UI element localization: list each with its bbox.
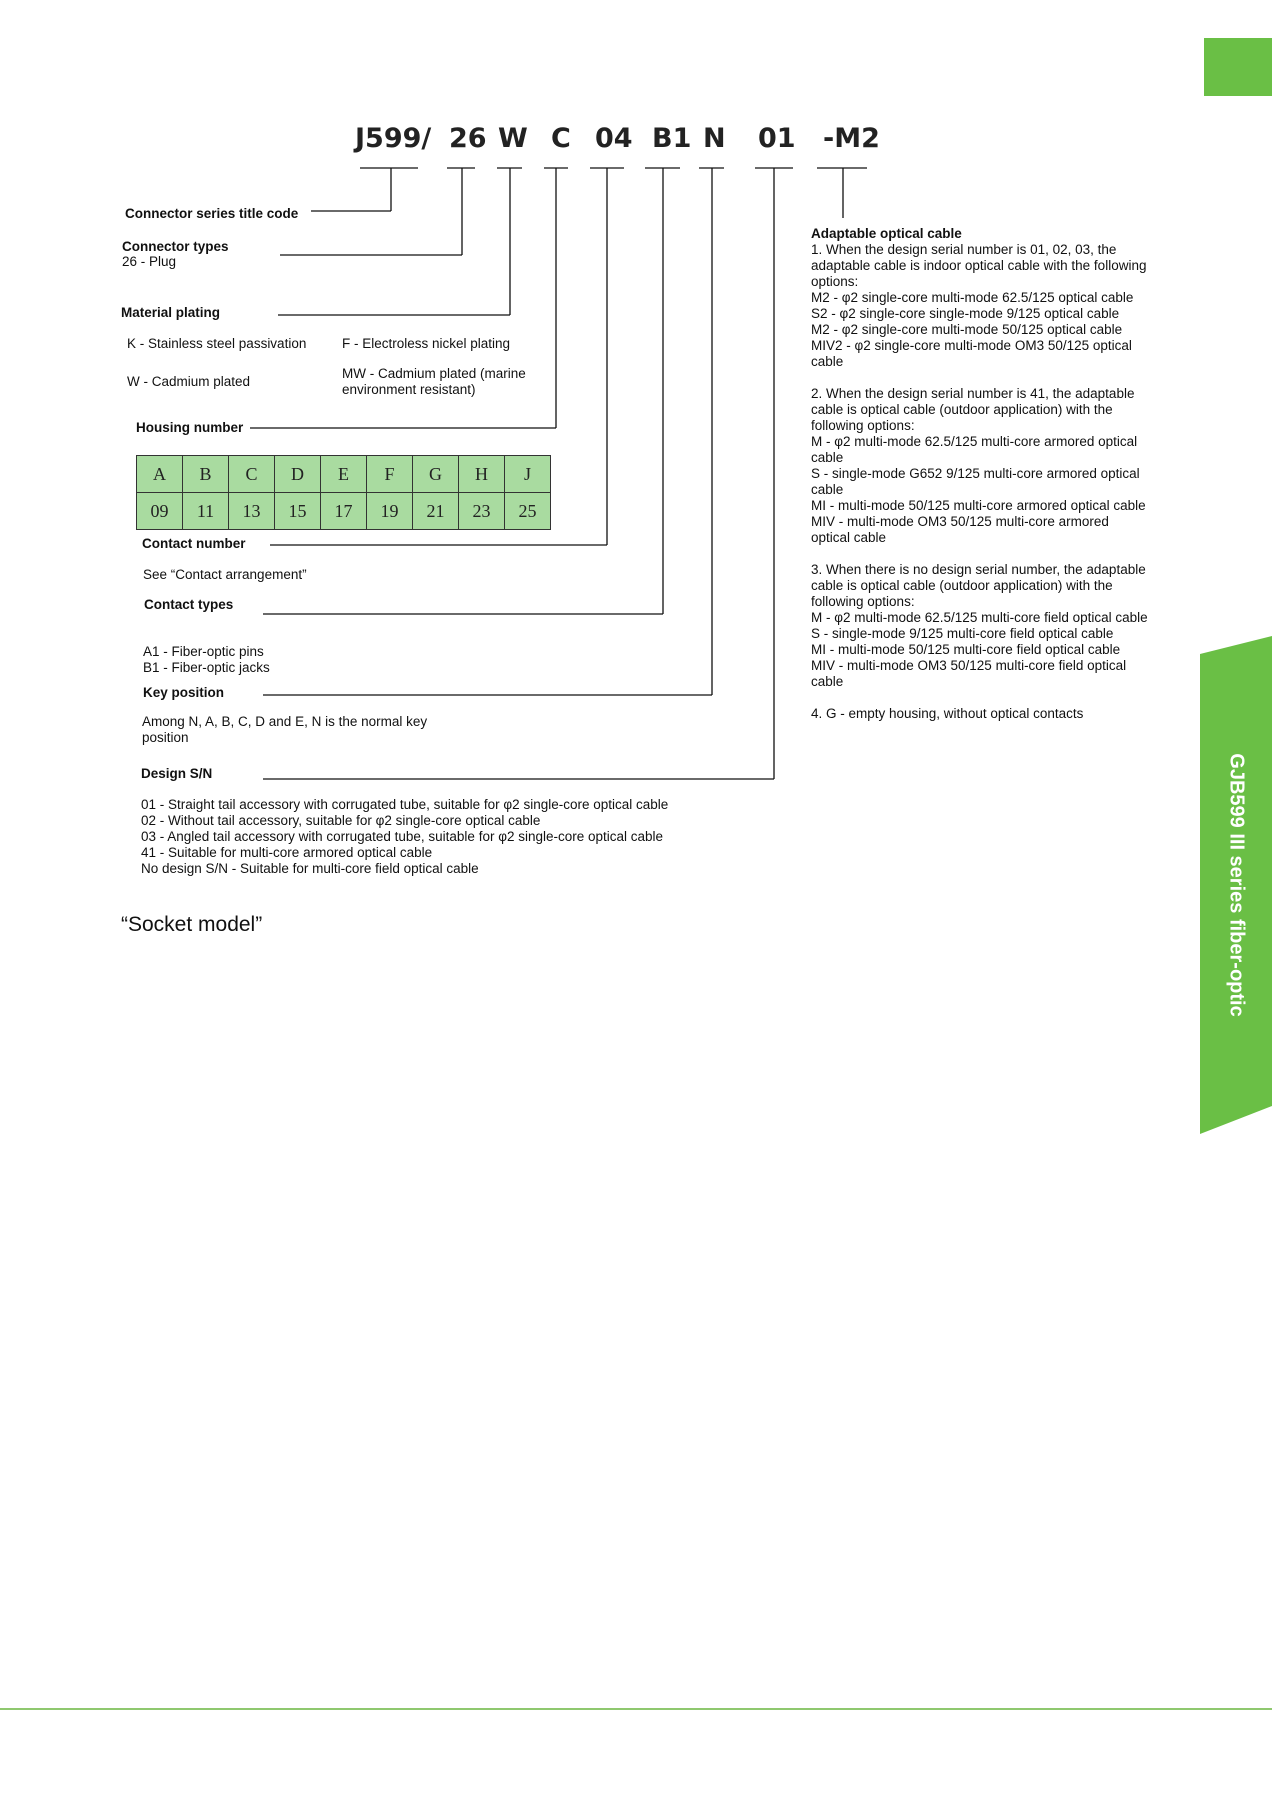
- key-position-label: Key position: [143, 685, 225, 700]
- connector-types-label: Connector types: [122, 239, 229, 254]
- design-sn-item: 41 - Suitable for multi-core armored optical cable: [141, 845, 433, 860]
- housing-letter-cell: H: [459, 456, 505, 493]
- housing-letter-cell: J: [505, 456, 551, 493]
- housing-number-table: [136, 455, 551, 530]
- adaptable-cable-block: [811, 242, 1151, 722]
- code-plating: W: [498, 123, 528, 154]
- contact-number-note: See “Contact arrangement”: [143, 567, 307, 582]
- plating-option-w: W - Cadmium plated: [127, 374, 251, 389]
- code-housing: C: [551, 123, 571, 154]
- design-sn-item: 02 - Without tail accessory, suitable for φ2 single-core optical cable: [141, 813, 541, 828]
- contact-type-b1: B1 - Fiber-optic jacks: [143, 660, 270, 675]
- housing-letter-cell: G: [413, 456, 459, 493]
- design-sn-item: No design S/N - Suitable for multi-core field optical cable: [141, 861, 479, 876]
- housing-number-cell: 09: [137, 493, 183, 530]
- material-plating-label: Material plating: [121, 305, 221, 320]
- cable-block-2: 2. When the design serial number is 41, the adaptable cable is optical cable (outdoor application) with the following options:: [811, 386, 1135, 433]
- cable-option: MIV2 - φ2 single-core multi-mode OM3 50/125 optical cable: [811, 338, 1132, 369]
- code-contact-number: 04: [595, 123, 633, 154]
- housing-number-cell: 13: [229, 493, 275, 530]
- cable-option: M - φ2 multi-mode 62.5/125 multi-core field optical cable: [811, 610, 1148, 625]
- socket-model-heading: “Socket model”: [121, 913, 263, 936]
- code-design-sn: 01: [758, 123, 796, 154]
- series-title-label: Connector series title code: [125, 206, 299, 221]
- code-cable: -M2: [823, 123, 880, 154]
- cable-block-1: 1. When the design serial number is 01, 02, 03, the adaptable cable is indoor optical cable with the following options:: [811, 242, 1147, 289]
- housing-letter-cell: F: [367, 456, 413, 493]
- contact-type-a1: A1 - Fiber-optic pins: [143, 644, 264, 659]
- housing-letter-cell: A: [137, 456, 183, 493]
- housing-number-label: Housing number: [136, 420, 244, 435]
- housing-number-cell: 17: [321, 493, 367, 530]
- code-series: J599/: [355, 123, 432, 154]
- housing-letter-cell: D: [275, 456, 321, 493]
- design-sn-label: Design S/N: [141, 766, 213, 781]
- cable-option: S - single-mode G652 9/125 multi-core armored optical cable: [811, 466, 1140, 497]
- cable-option: MIV - multi-mode OM3 50/125 multi-core field optical cable: [811, 658, 1127, 689]
- cable-option: M - φ2 multi-mode 62.5/125 multi-core armored optical cable: [811, 434, 1138, 465]
- code-type: 26: [449, 123, 487, 154]
- design-sn-item: 03 - Angled tail accessory with corrugated tube, suitable for φ2 single-core optical cable: [141, 829, 664, 844]
- cable-block-3: 3. When there is no design serial number, the adaptable cable is optical cable (outdoor application) with the following options:: [811, 562, 1146, 609]
- code-contact-type: B1: [652, 123, 692, 154]
- housing-letter-cell: E: [321, 456, 367, 493]
- design-sn-list: [141, 797, 668, 877]
- cable-option: MI - multi-mode 50/125 multi-core armored optical cable: [811, 498, 1146, 513]
- housing-number-cell: 21: [413, 493, 459, 530]
- housing-letter-cell: C: [229, 456, 275, 493]
- side-tab-title: GJB599 III series fiber-optic: [1225, 753, 1248, 1017]
- plating-option-mw: MW - Cadmium plated (marine environment resistant): [342, 366, 526, 397]
- cable-option: S - single-mode 9/125 multi-core field optical cable: [811, 626, 1114, 641]
- cable-option: MI - multi-mode 50/125 multi-core field optical cable: [811, 642, 1121, 657]
- code-key: N: [703, 123, 726, 154]
- contact-number-label: Contact number: [142, 536, 246, 551]
- housing-number-cell: 11: [183, 493, 229, 530]
- housing-number-cell: 15: [275, 493, 321, 530]
- connector-types-option: 26 - Plug: [122, 254, 177, 269]
- cable-option: M2 - φ2 single-core multi-mode 62.5/125 optical cable: [811, 290, 1134, 305]
- cable-option: M2 - φ2 single-core multi-mode 50/125 optical cable: [811, 322, 1123, 337]
- cable-option: MIV - multi-mode OM3 50/125 multi-core armored optical cable: [811, 514, 1109, 545]
- housing-number-cell: 25: [505, 493, 551, 530]
- design-sn-item: 01 - Straight tail accessory with corrugated tube, suitable for φ2 single-core optical cable: [141, 797, 669, 812]
- plating-option-f: F - Electroless nickel plating: [342, 336, 511, 351]
- housing-letter-row: [137, 456, 551, 493]
- housing-number-cell: 19: [367, 493, 413, 530]
- contact-types-label: Contact types: [144, 597, 234, 612]
- plating-option-k: K - Stainless steel passivation: [127, 336, 307, 351]
- adaptable-cable-label: Adaptable optical cable: [811, 226, 962, 241]
- housing-number-row: [137, 493, 551, 530]
- key-position-note: Among N, A, B, C, D and E, N is the normal key position: [142, 714, 428, 745]
- cable-option: S2 - φ2 single-core single-mode 9/125 optical cable: [811, 306, 1120, 321]
- housing-letter-cell: B: [183, 456, 229, 493]
- cable-block-4: 4. G - empty housing, without optical contacts: [811, 706, 1084, 721]
- housing-number-cell: 23: [459, 493, 505, 530]
